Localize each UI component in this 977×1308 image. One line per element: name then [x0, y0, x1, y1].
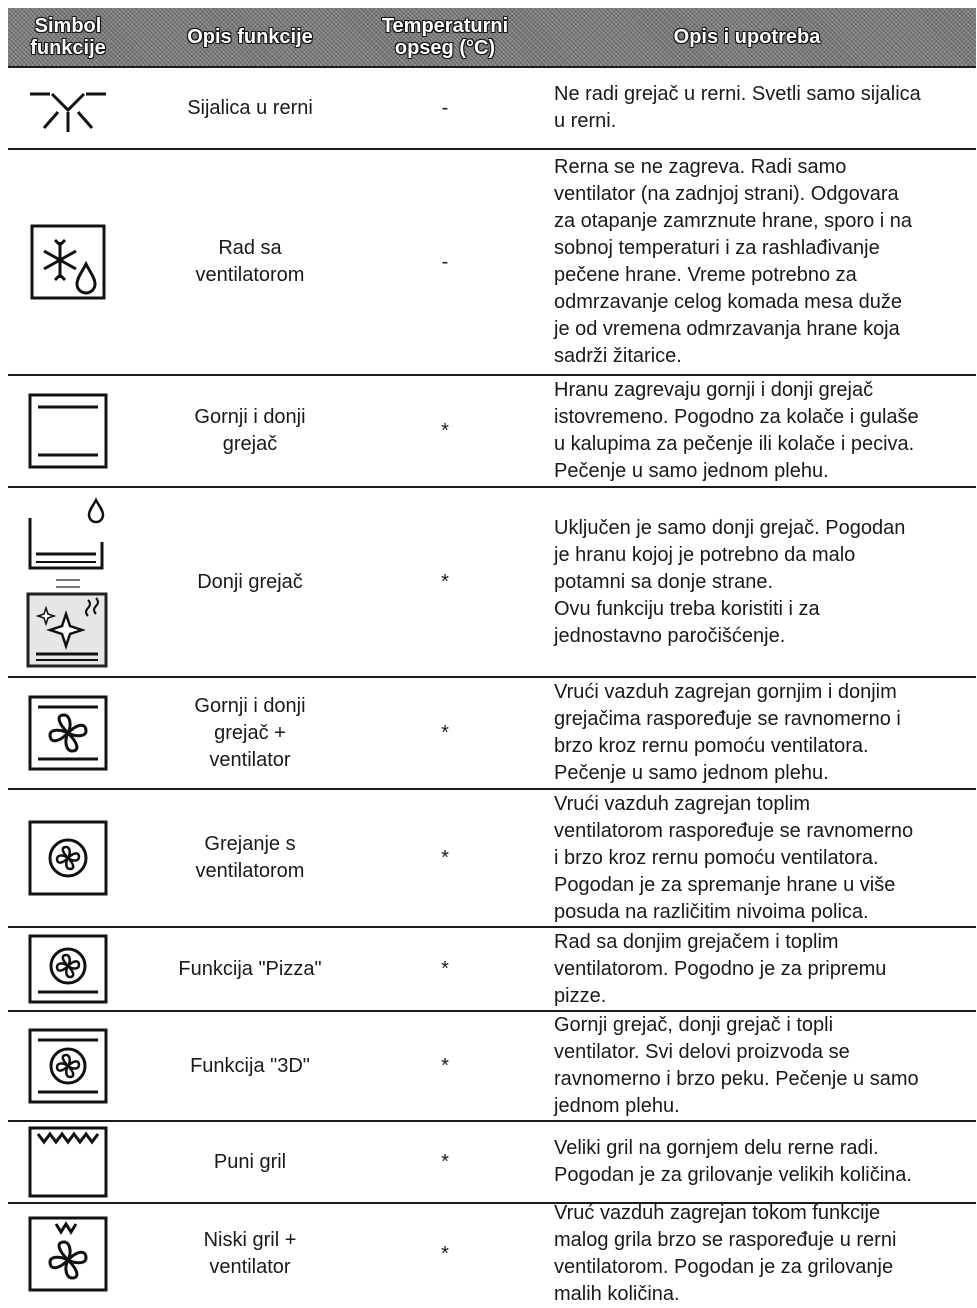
full-grill-icon: [28, 1126, 108, 1198]
temp-range: -: [441, 96, 449, 119]
table-row: [8, 150, 976, 376]
temp-range: *: [441, 1150, 449, 1173]
table-row: [8, 376, 976, 488]
table-row: [8, 1122, 976, 1204]
function-description: Vruć vazduh zagrejan tokom funkcije malog grila brzo se raspoređuje u rerni ventilatorom. Pogodan je za grilovanje malih količina.: [554, 1202, 897, 1305]
function-description: Hranu zagrevaju gornji i donji grejač istovremeno. Pogodno za kolače i gulaše u kalupima za pečenje ili kolače i peciva. Pečenje u samo jednom plehu.: [554, 379, 919, 482]
function-name: Sijalica u rerni: [187, 96, 313, 119]
table-row: [8, 1012, 976, 1122]
function-description: Ne radi grejač u rerni. Svetli samo sijalica u rerni.: [554, 83, 921, 132]
hot-air-fan-icon: [28, 820, 108, 896]
temp-range: *: [441, 570, 449, 593]
small-grill-fan-icon: [28, 1216, 108, 1292]
function-description: Rerna se ne zagreva. Radi samo ventilator (na zadnjoj strani). Odgovara za otapanje zamrznute hrane, sporo i na sobnoj temperaturi i za rashlađivanje pečene hrane. Vreme potrebno za odmrzavanje celog komada mesa duže je od vremena odmrzavanja hrane koja sadrži žitarice.: [554, 156, 912, 367]
function-description: Gornji grejač, donji grejač i topli ventilator. Svi delovi proizvoda se ravnomerno i brzo peku. Pečenje u samo jednom plehu.: [554, 1014, 919, 1117]
function-name: Grejanje s ventilatorom: [195, 833, 305, 882]
bottom-heater-icon: [26, 496, 110, 576]
table-row: [8, 678, 976, 790]
fan-defrost-icon: [30, 224, 106, 300]
function-name: Rad sa ventilatorom: [195, 237, 305, 286]
table-row: [8, 928, 976, 1012]
table-header: [8, 8, 976, 68]
pizza-fan-icon: [28, 934, 108, 1004]
temp-range: *: [441, 721, 449, 744]
table-row: [8, 790, 976, 928]
function-description: Veliki gril na gornjem delu rerne radi. Pogodan je za grilovanje velikih količina.: [554, 1137, 912, 1186]
function-name: Funkcija "3D": [190, 1054, 310, 1077]
table-row: [8, 1204, 976, 1304]
function-description: Vrući vazduh zagrejan gornjim i donjim grejačima raspoređuje se ravnomerno i brzo kroz rernu pomoću ventilatora. Pečenje u samo jednom plehu.: [554, 681, 901, 784]
temp-range: *: [441, 846, 449, 869]
header-symbol: Simbol funkcije: [30, 15, 106, 59]
steam-clean-icon: [26, 592, 110, 668]
temp-range: *: [441, 1242, 449, 1265]
equals-icon: [48, 576, 88, 592]
function-description: Uključen je samo donji grejač. Pogodan je hranu kojoj je potrebno da malo potamni sa donje strane. Ovu funkciju treba koristiti i za jednostavno paročišćenje.: [554, 516, 906, 647]
header-name: Opis funkcije: [187, 26, 313, 48]
function-name: Donji grejač: [197, 570, 303, 593]
function-description: Rad sa donjim grejačem i toplim ventilatorom. Pogodno je za pripremu pizze.: [554, 930, 887, 1007]
top-bottom-fan-icon: [28, 695, 108, 771]
temp-range: *: [441, 419, 449, 442]
function-name: Gornji i donji grejač: [194, 406, 306, 455]
table-row: [8, 488, 976, 678]
temp-range: *: [441, 1054, 449, 1077]
oven-lamp-icon: [28, 82, 108, 134]
table-row: [8, 68, 976, 150]
top-bottom-heater-icon: [28, 393, 108, 469]
function-name: Gornji i donji grejač + ventilator: [194, 694, 306, 771]
temp-range: *: [441, 957, 449, 980]
function-name: Funkcija "Pizza": [178, 957, 322, 980]
3d-fan-icon: [28, 1028, 108, 1104]
function-name: Niski gril + ventilator: [203, 1229, 297, 1278]
header-desc: Opis i upotreba: [673, 26, 821, 48]
function-description: Vrući vazduh zagrejan toplim ventilatorom raspoređuje se ravnomerno i brzo kroz rernu pomoću ventilatora. Pogodan je za spremanje hrane u više posuda na različitim nivoima polica.: [554, 792, 914, 923]
oven-functions-table: [8, 8, 976, 1305]
function-name: Puni gril: [213, 1150, 287, 1173]
temp-range: -: [441, 250, 449, 273]
header-temp: Temperaturni opseg (°C): [381, 15, 509, 59]
